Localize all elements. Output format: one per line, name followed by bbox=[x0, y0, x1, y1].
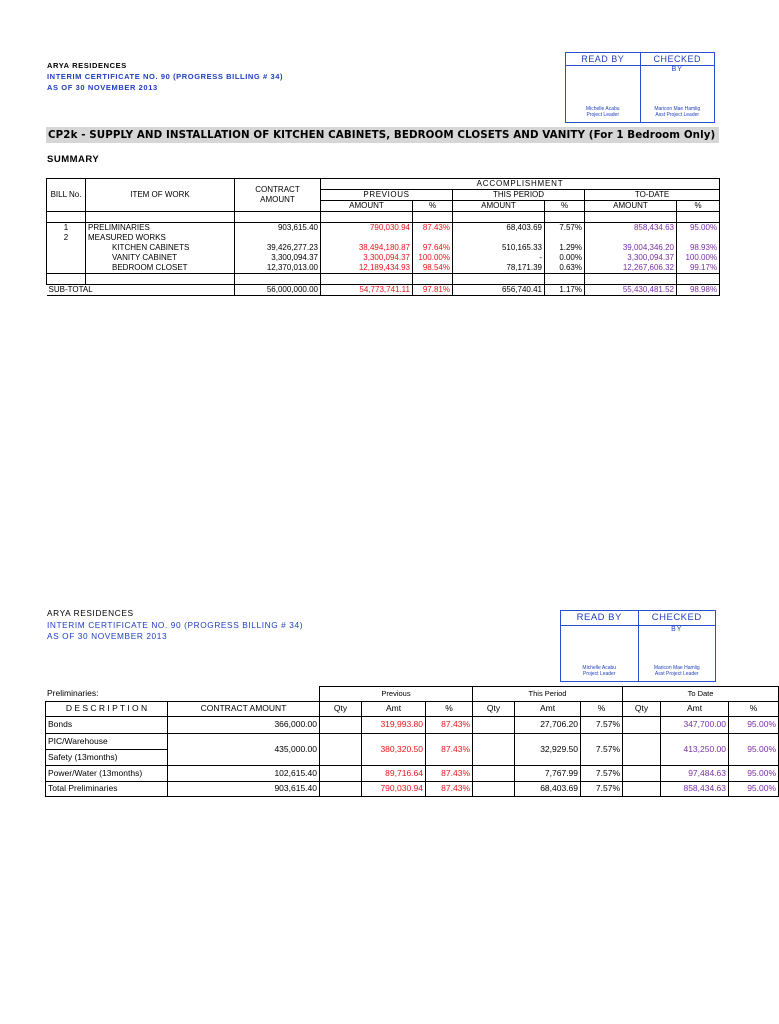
checked-label: CHECKED bbox=[639, 611, 716, 626]
col-td-qty: Qty bbox=[623, 701, 661, 716]
col-to-date: TO-DATE bbox=[585, 190, 720, 201]
col-contract-amount: CONTRACT AMOUNT bbox=[168, 701, 320, 716]
checked-by-column bbox=[638, 611, 716, 681]
subtotal-row: SUB-TOTAL 56,000,000.00 54,773,741.11 97.81% 656,740.41 1.17% 55,430,481.52 98.98% bbox=[47, 285, 720, 296]
col-td-pct: % bbox=[677, 201, 720, 212]
col-accomplishment: ACCOMPLISHMENT bbox=[321, 179, 720, 190]
col-description: D E S C R I P T I O N bbox=[46, 701, 168, 716]
table-row: BEDROOM CLOSET 12,370,013.00 12,189,434.93 98.54% 78,171.39 0.63% 12,267,606.32 99.17% bbox=[47, 263, 720, 274]
col-td-amt: Amt bbox=[661, 701, 729, 716]
spacer-row bbox=[47, 212, 720, 223]
read-by-label: READ BY bbox=[566, 53, 640, 66]
col-prev-amount: AMOUNT bbox=[321, 201, 413, 212]
header-block-1 bbox=[47, 60, 283, 93]
col-bill-no: BILL No. bbox=[47, 179, 86, 212]
table-row: KITCHEN CABINETS 39,426,277.23 38,494,180.87 97.64% 510,165.33 1.29% 39,004,346.20 98.93% bbox=[47, 243, 720, 253]
col-td-amount: AMOUNT bbox=[585, 201, 677, 212]
scope-banner: CP2k - SUPPLY AND INSTALLATION OF KITCHEN CABINETS, BEDROOM CLOSETS AND VANITY (For 1 Bedroom Only) bbox=[46, 127, 719, 143]
company-name: ARYA RESIDENCES bbox=[47, 61, 127, 70]
col-this-pct: % bbox=[545, 201, 585, 212]
spacer-row bbox=[47, 274, 720, 285]
as-of-date: AS OF 30 NOVEMBER 2013 bbox=[47, 631, 168, 641]
col-to-date: To Date bbox=[623, 687, 779, 702]
col-item-of-work: ITEM OF WORK bbox=[86, 179, 235, 212]
preliminaries-table bbox=[45, 686, 779, 797]
col-td-pct: % bbox=[729, 701, 779, 716]
col-prev-pct: % bbox=[426, 701, 473, 716]
col-this-amt: Amt bbox=[515, 701, 581, 716]
col-prev-amt: Amt bbox=[362, 701, 426, 716]
checked-by-column bbox=[640, 53, 715, 122]
read-by-column bbox=[566, 53, 640, 122]
col-this-pct: % bbox=[581, 701, 623, 716]
prelim-label: Preliminaries: bbox=[47, 688, 99, 698]
table-row: 1 PRELIMINARIES 903,615.40 790,030.94 87.43% 68,403.69 7.57% 858,434.63 95.00% bbox=[47, 223, 720, 234]
table-row: 2 MEASURED WORKS bbox=[47, 233, 720, 243]
reader-signature: Michelle Acabu Project Leader bbox=[582, 665, 617, 677]
by-label: BY bbox=[671, 66, 683, 73]
certificate-title: INTERIM CERTIFICATE NO. 90 (PROGRESS BILLING # 34) bbox=[47, 619, 304, 630]
table-row: VANITY CABINET 3,300,094.37 3,300,094.37 100.00% - 0.00% 3,300,094.37 100.00% bbox=[47, 253, 720, 263]
signature-box-2 bbox=[560, 610, 716, 682]
summary-table bbox=[46, 178, 720, 296]
col-this-period: THIS PERIOD bbox=[453, 190, 585, 201]
as-of-date: AS OF 30 NOVEMBER 2013 bbox=[47, 83, 158, 92]
col-this-period: This Period bbox=[473, 687, 623, 702]
table-row: Bonds 366,000.00 319,993.80 87.43% 27,706.20 7.57% 347,700.00 95.00% bbox=[46, 716, 779, 733]
checked-label: CHECKED bbox=[641, 53, 715, 66]
checker-signature: Maricon Mae Hamlig Asst Project Leader bbox=[654, 106, 701, 118]
header-block-2 bbox=[47, 608, 303, 643]
by-label: BY bbox=[671, 626, 683, 633]
certificate-title: INTERIM CERTIFICATE NO. 90 (PROGRESS BILLING # 34) bbox=[47, 72, 284, 81]
summary-label: SUMMARY bbox=[47, 154, 100, 165]
table-row: Power/Water (13months) 102,615.40 89,716.64 87.43% 7,767.99 7.57% 97,484.63 95.00% bbox=[46, 765, 779, 781]
read-by-column bbox=[561, 611, 638, 681]
col-previous: Previous bbox=[320, 687, 473, 702]
col-prev-pct: % bbox=[413, 201, 453, 212]
col-previous: PREVIOUS bbox=[321, 190, 453, 201]
signature-box-1 bbox=[565, 52, 715, 123]
read-by-label: READ BY bbox=[561, 611, 638, 626]
checker-signature: Maricon Mae Hamlig Asst Project Leader bbox=[653, 665, 700, 677]
col-this-qty: Qty bbox=[473, 701, 515, 716]
table-row: PIC/Warehouse Safety (13months) 435,000.00 380,320.50 87.43% 32,929.50 7.57% 413,250.00 95.00% bbox=[46, 733, 779, 765]
col-prev-qty: Qty bbox=[320, 701, 362, 716]
total-row: Total Preliminaries 903,615.40 790,030.94 87.43% 68,403.69 7.57% 858,434.63 95.00% bbox=[46, 781, 779, 796]
col-contract-amount: CONTRACT AMOUNT bbox=[235, 179, 321, 212]
col-this-amount: AMOUNT bbox=[453, 201, 545, 212]
company-name: ARYA RESIDENCES bbox=[47, 608, 134, 618]
reader-signature: Michelle Acabu Project Leader bbox=[585, 106, 620, 118]
